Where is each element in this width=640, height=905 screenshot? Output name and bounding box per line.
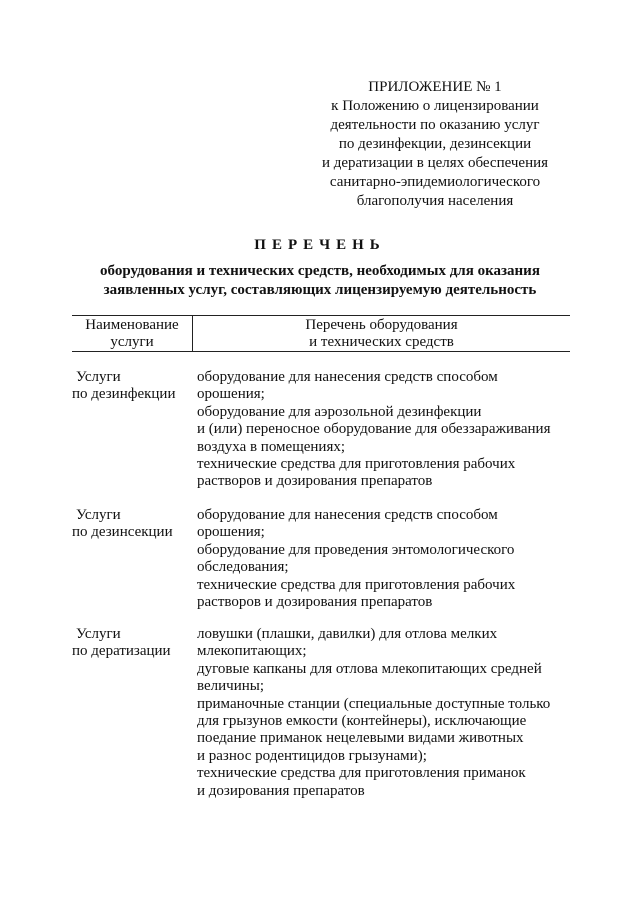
service-name: Услуги по дезинсекции [72, 507, 173, 541]
equipment-list: ловушки (плашки, давилки) для отлова мелких млекопитающих; дуговые капканы для отлова млекопитающих средней величины; приманочные станции (специальные доступные только для грызунов емкости (контейнеры), исключающие поедание приманок нецелевыми видами животных и разнос родентицидов грызунами); технические средства для приготовления приманок и дозирования препаратов [197, 626, 551, 799]
appendix-block [310, 78, 560, 211]
appendix-line: деятельности по оказанию услуг [330, 117, 540, 133]
document-subtitle [60, 262, 580, 300]
appendix-line: санитарно-эпидемиологического [329, 174, 541, 190]
document-title: ПЕРЕЧЕНЬ [254, 237, 386, 253]
appendix-line: к Положению о лицензировании [331, 98, 539, 114]
table-top-rule [72, 315, 570, 316]
equipment-list: оборудование для нанесения средств способом орошения; оборудование для аэрозольной дезинфекции и (или) переносное оборудование для обеззараживания воздуха в помещениях; технические средства для приготовления рабочих растворов и дозирования препаратов [197, 369, 551, 490]
subtitle-line: заявленных услуг, составляющих лицензируемую деятельность [103, 282, 537, 298]
table-header-service: Наименование услуги [85, 317, 179, 350]
table-header-bottom-rule [72, 351, 570, 352]
appendix-line: ПРИЛОЖЕНИЕ № 1 [368, 79, 502, 95]
service-name: Услуги по дезинфекции [72, 369, 176, 403]
appendix-line: и дератизации в целях обеспечения [321, 155, 549, 171]
appendix-line: по дезинфекции, дезинсекции [338, 136, 532, 152]
table-header-equipment: Перечень оборудования и технических средств [305, 317, 458, 350]
service-name: Услуги по дератизации [72, 626, 171, 660]
equipment-list: оборудование для нанесения средств способом орошения; оборудование для проведения энтомологического обследования; технические средства для приготовления рабочих растворов и дозирования препаратов [197, 507, 516, 611]
appendix-line: благополучия населения [356, 193, 514, 209]
subtitle-line: оборудования и технических средств, необходимых для оказания [100, 263, 540, 279]
